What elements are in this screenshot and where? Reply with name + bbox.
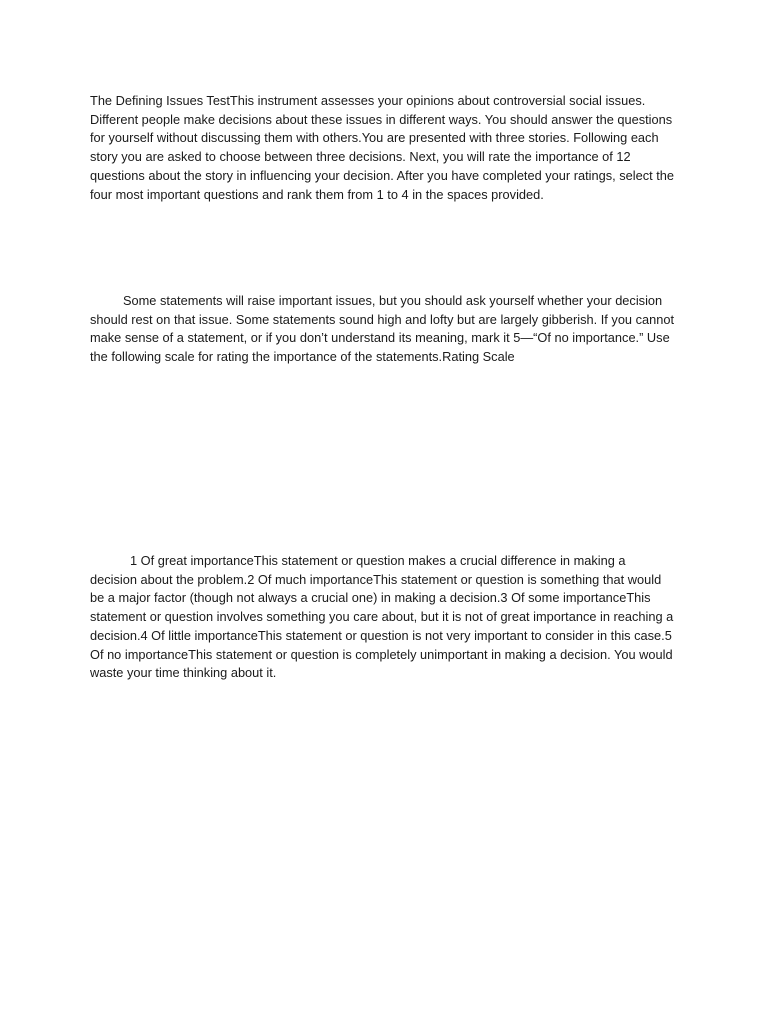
intro-paragraph: The Defining Issues TestThis instrument assesses your opinions about controversial social issues. Different people make decisions about these issues in different ways. You should answer the questions for yourself without discussing them with others.You are presented with three stories. Following each story you are asked to choose between three decisions. Next, you will rate the importance of 12 questions about the story in influencing your decision. After you have completed your ratings, select the four most important questions and rank them from 1 to 4 in the spaces provided.	[90, 93, 675, 202]
rating-scale-paragraph: 1 Of great importanceThis statement or question makes a crucial difference in making a decision about the problem.2 Of much importanceThis statement or question is something that would be a major factor (though not always a crucial one) in making a decision.3 Of some importanceThis statement or question involves something you care about, but it is not of great importance in reaching a decision.4 Of little importanceThis statement or question is not very important to consider in this case.5 Of no importanceThis statement or question is completely unimportant in making a decision. You would waste your time thinking about it.	[90, 553, 674, 681]
instructions-paragraph: Some statements will raise important issues, but you should ask yourself whether your decision should rest on that issue. Some statements sound high and lofty but are largely gibberish. If you cannot make sense of a statement, or if you don’t understand its meaning, mark it 5—“Of no importance.” Use the following scale for rating the importance of the statements.Rating Scale	[90, 293, 675, 365]
